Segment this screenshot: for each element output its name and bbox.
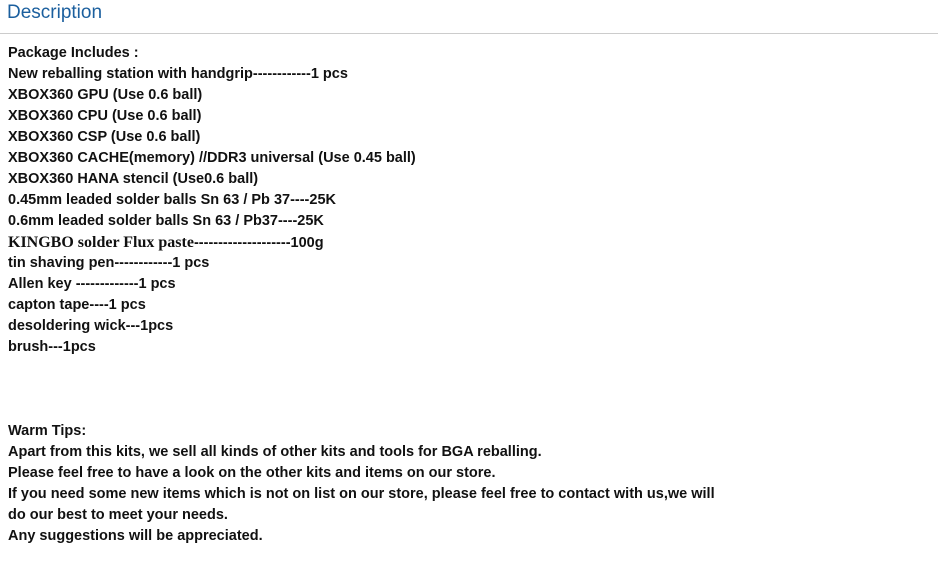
package-item: Allen key -------------1 pcs: [8, 276, 176, 292]
description-content: [8, 43, 938, 547]
package-item: desoldering wick---1pcs: [8, 318, 174, 334]
package-item: XBOX360 CPU (Use 0.6 ball): [8, 108, 202, 124]
flux-name: KINGBO solder Flux paste: [8, 234, 194, 251]
tips-line: If you need some new items which is not on list on our store, please feel free to contact with us,we will: [8, 486, 715, 502]
package-item: New reballing station with handgrip------------1 pcs: [8, 66, 348, 82]
tips-line: Please feel free to have a look on the other kits and items on our store.: [8, 465, 496, 481]
flux-qty: --------------------100g: [193, 235, 324, 251]
package-item: XBOX360 GPU (Use 0.6 ball): [8, 87, 203, 103]
package-heading: Package Includes :: [8, 45, 139, 61]
package-item: XBOX360 CSP (Use 0.6 ball): [8, 129, 201, 145]
package-item: capton tape----1 pcs: [8, 297, 146, 313]
package-item: tin shaving pen------------1 pcs: [8, 255, 210, 271]
description-header: [0, 0, 938, 34]
package-item: brush---1pcs: [8, 339, 96, 355]
tips-line: Any suggestions will be appreciated.: [8, 528, 263, 544]
tips-line: do our best to meet your needs.: [8, 507, 228, 523]
package-item-flux: [8, 232, 938, 253]
package-item: 0.45mm leaded solder balls Sn 63 / Pb 37----25K: [8, 192, 336, 208]
description-title: Description: [7, 2, 103, 23]
package-item: XBOX360 CACHE(memory) //DDR3 universal (Use 0.45 ball): [8, 150, 416, 166]
tips-line: Apart from this kits, we sell all kinds of other kits and tools for BGA reballing.: [8, 444, 542, 460]
package-item: 0.6mm leaded solder balls Sn 63 / Pb37----25K: [8, 213, 324, 229]
section-spacer: [8, 358, 938, 421]
package-item: XBOX360 HANA stencil (Use0.6 ball): [8, 171, 259, 187]
tips-heading: Warm Tips:: [8, 423, 87, 439]
